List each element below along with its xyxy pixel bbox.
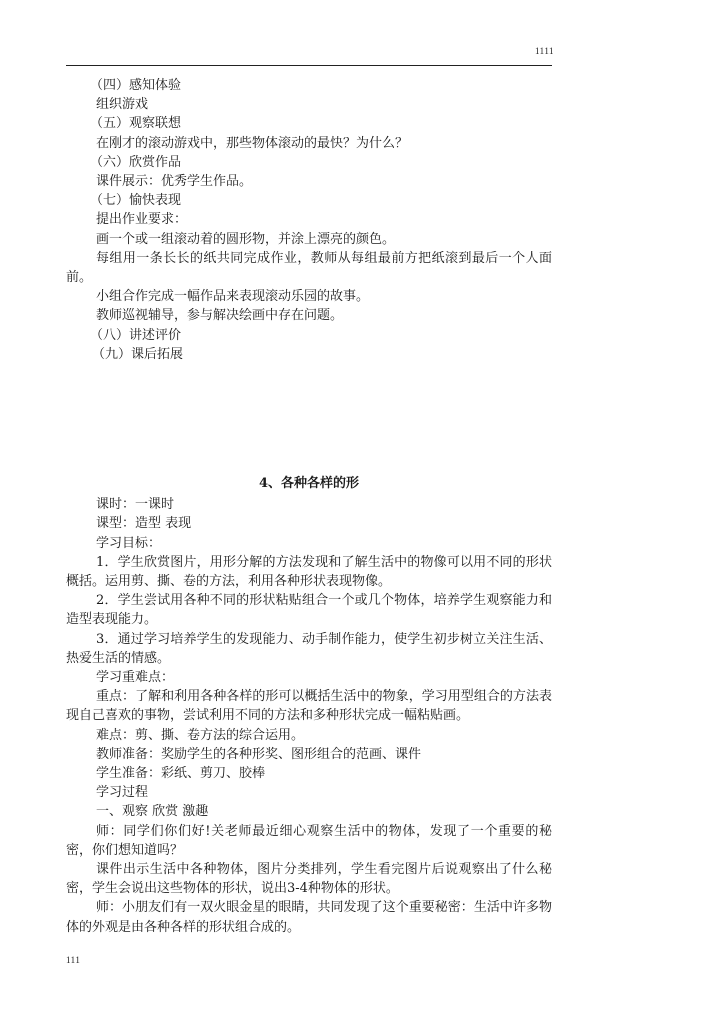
difficulty: 难点：剪、撕、卷方法的综合运用。 [96, 727, 305, 743]
text-line: （九）课后拓展 [92, 346, 184, 362]
text-line: 教师巡视辅导，参与解决绘画中存在问题。 [96, 308, 344, 324]
text-line: 小组合作完成一幅作品来表现滚动乐园的故事。 [96, 289, 370, 305]
key-points-heading: 学习重难点： [96, 670, 175, 686]
text-line: 提出作业要求： [96, 212, 188, 228]
paragraph-roll-paper: 每组用一条长长的纸共同完成作业，教师从每组最前方把纸滚到最后一个人面前。 [66, 250, 552, 286]
text-line: （四）感知体验 [90, 78, 182, 93]
text-line: 画一个或一组滚动着的圆形物，并涂上漂亮的颜色。 [96, 231, 396, 247]
upper-section [66, 76, 552, 364]
process-heading: 学习过程 [96, 785, 149, 801]
step-1-heading: 一、观察 欣赏 激趣 [96, 804, 209, 820]
text-line: （七）愉快表现 [90, 193, 182, 209]
lesson-title: 4、各种各样的形 [258, 476, 360, 491]
header-rule [66, 65, 552, 66]
objectives-heading: 学习目标： [96, 535, 162, 551]
teacher-speech-1: 师：同学们你们好!关老师最近细心观察生活中的物体，发现了一个重要的秘密，你们想知道吗？ [66, 823, 552, 858]
student-prep: 学生准备：彩纸、剪刀、胶棒 [96, 766, 266, 782]
header-page-number: 1111 [535, 46, 554, 56]
text-line: （八）讲述评价 [90, 327, 182, 343]
courseware-description: 课件出示生活中各种物体，图片分类排列，学生看完图片后说观察出了什么秘密，学生会说出这些物体的形状，说出3-4种物体的形状。 [66, 862, 552, 897]
objective-3: 3．通过学习培养学生的发现能力、动手制作能力，使学生初步树立关注生活、热爱生活的情感。 [66, 631, 552, 666]
text-line: （六）欣赏作品 [90, 154, 182, 170]
text-line: （五）观察联想 [90, 116, 182, 132]
text-line: 组织游戏 [96, 97, 149, 113]
teacher-speech-2: 师：小朋友们有一双火眼金星的眼睛，共同发现了这个重要秘密：生活中许多物体的外观是由各种各样的形状组合成的。 [66, 900, 552, 935]
key-point: 重点：了解和利用各种各样的形可以概括生活中的物象，学习用型组合的方法表现自己喜欢的事物，尝试利用不同的方法和多种形状完成一幅粘贴画。 [66, 689, 552, 724]
class-hours: 课时：一课时 [96, 497, 175, 513]
lesson-type: 课型：造型 表现 [96, 516, 192, 532]
teacher-prep: 教师准备：奖励学生的各种形奖、图形组合的范画、课件 [96, 746, 422, 762]
text-line: 课件展示：优秀学生作品。 [96, 174, 253, 190]
objective-2: 2．学生尝试用各种不同的形状粘贴组合一个或几个物体，培养学生观察能力和造型表现能力。 [66, 593, 552, 628]
objective-1: 1．学生欣赏图片，用形分解的方法发现和了解生活中的物像可以用不同的形状概括。运用剪、撕、卷的方法，利用各种形状表现物像。 [66, 554, 552, 590]
footer-page-number: 111 [66, 955, 81, 965]
text-line: 在刚才的滚动游戏中，那些物体滚动的最快？为什么？ [96, 135, 409, 151]
lesson-section [66, 474, 552, 937]
